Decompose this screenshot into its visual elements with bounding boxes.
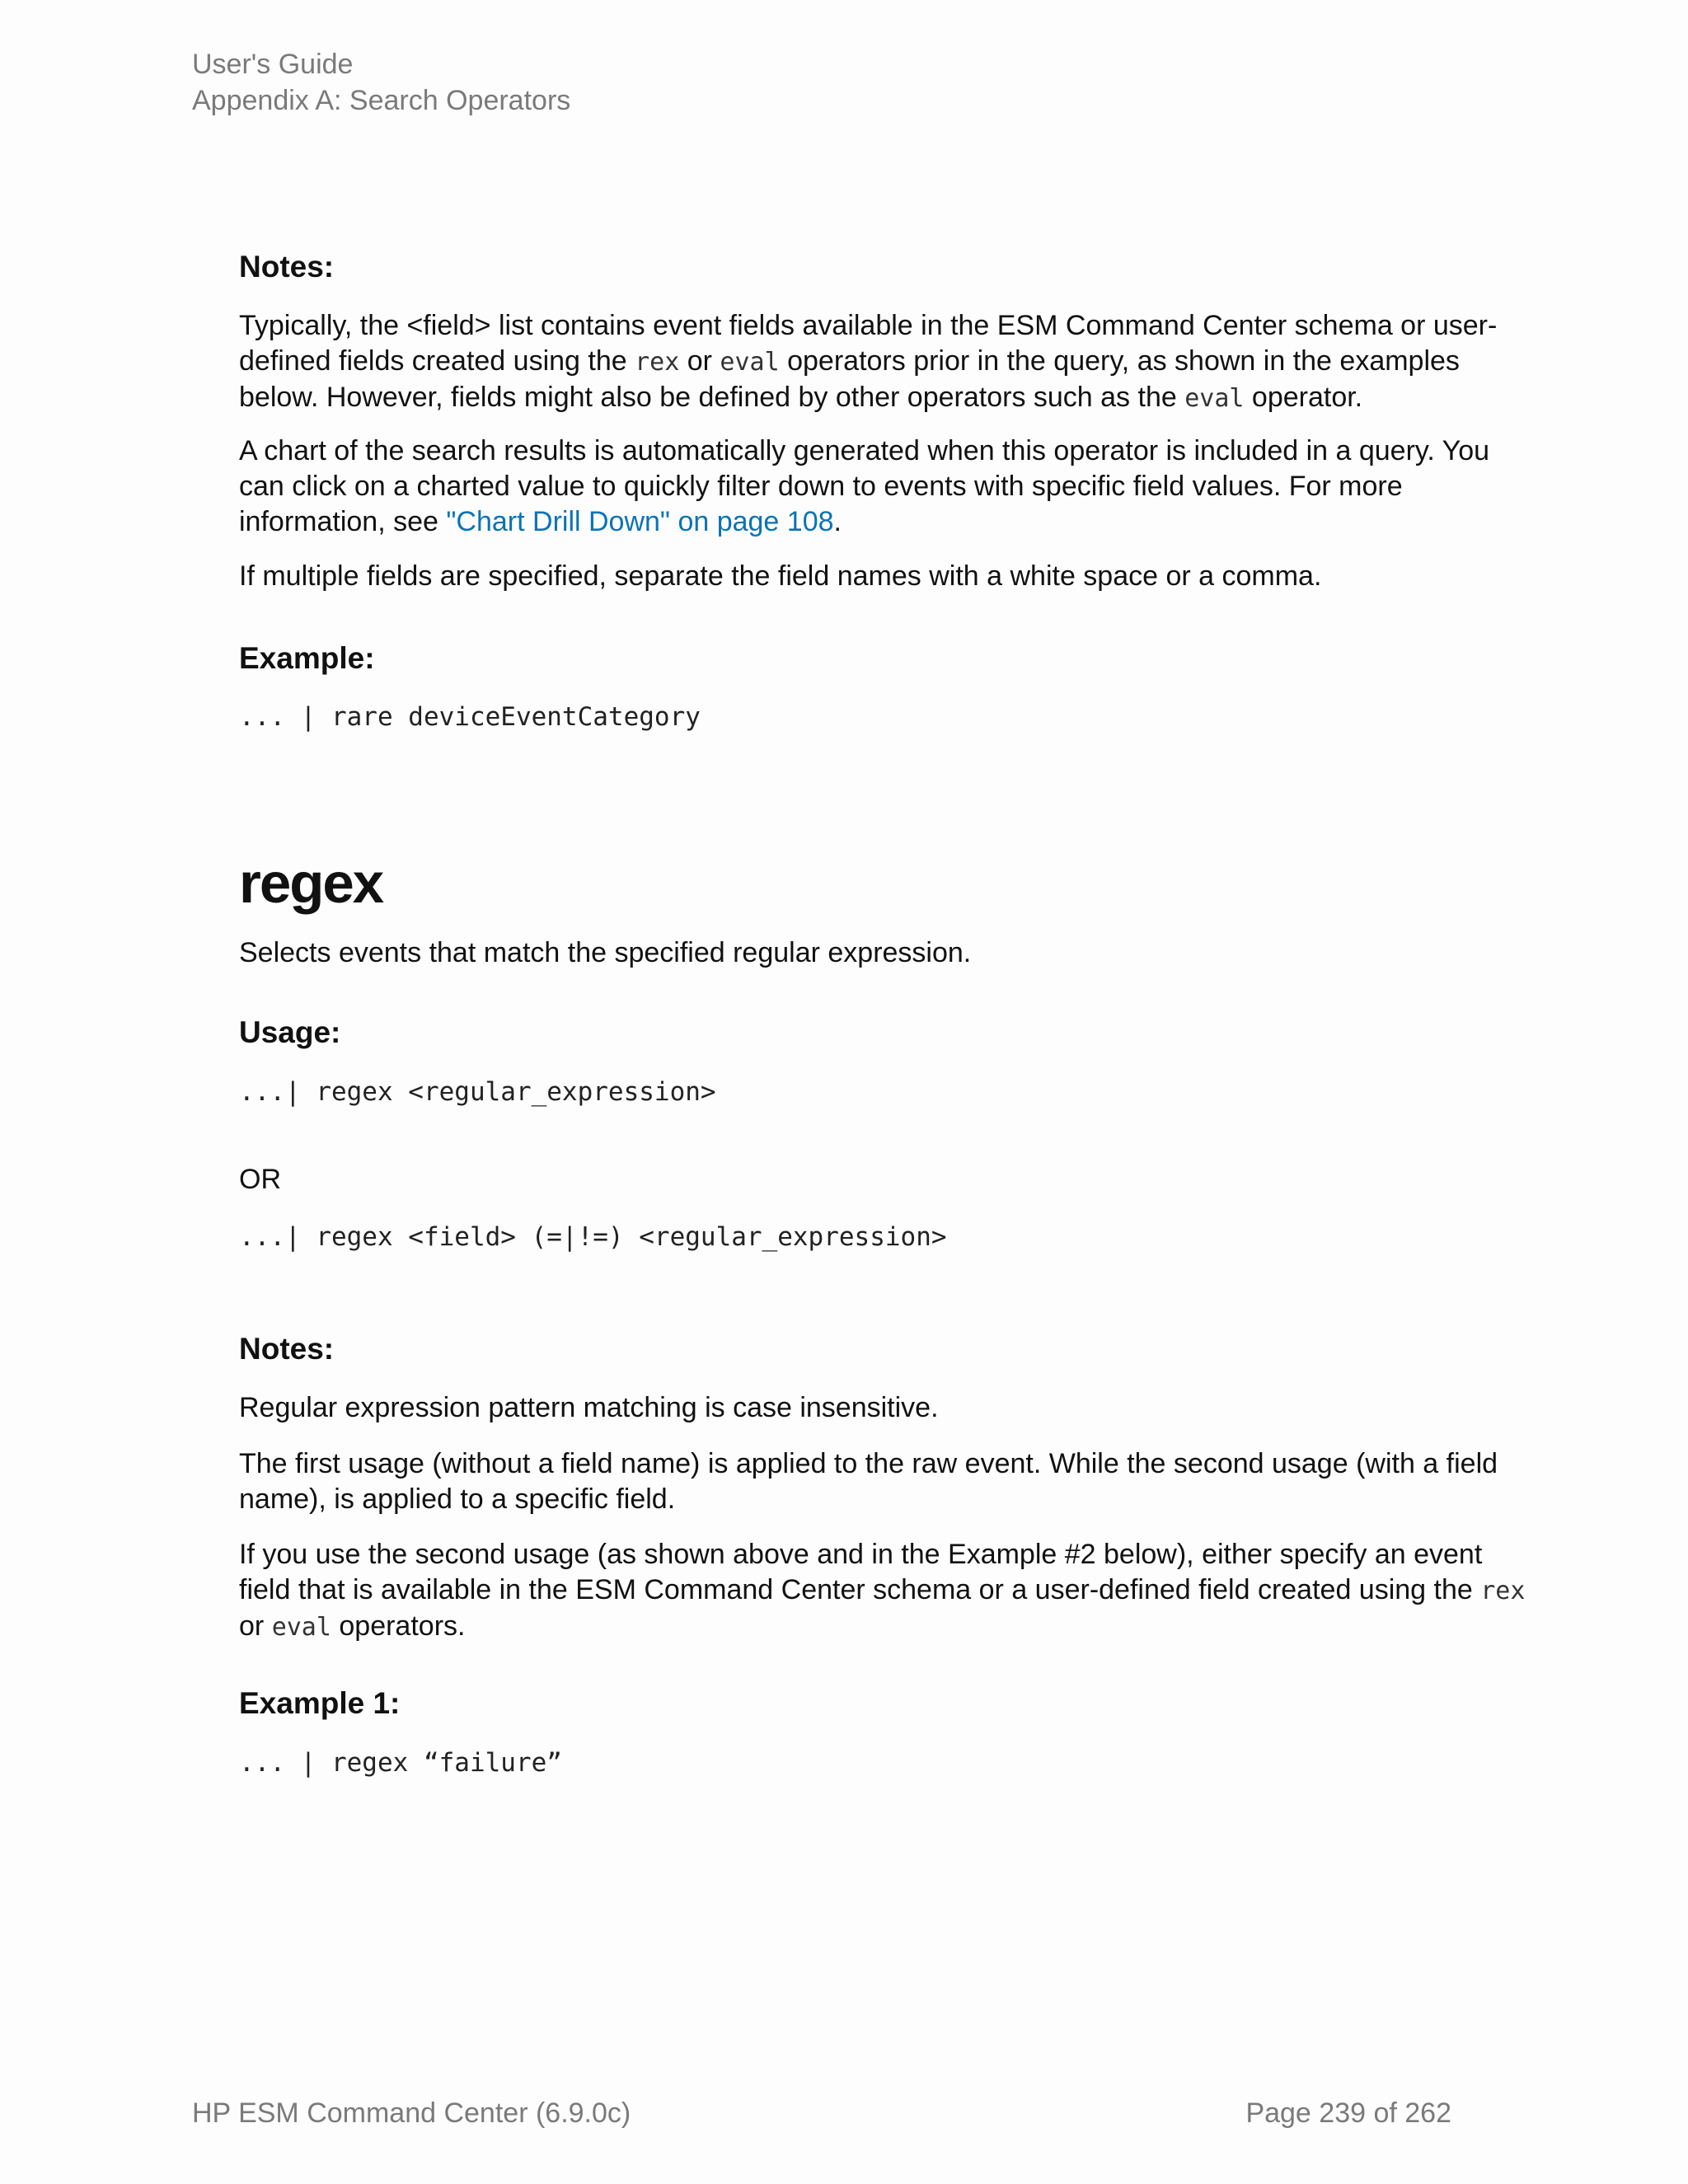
notes-paragraph-1: Typically, the <field> list contains event fields available in the ESM Command Center schema or user- defined fields created using the rex or eval operators prior in the query, as shown in the examples below. However, fields might also be defined by other operators such as the eval operator. xyxy=(239,310,1498,413)
footer-page-number: Page 239 of 262 xyxy=(1245,2097,1451,2129)
code-rex: rex xyxy=(1480,1577,1526,1605)
notes-paragraph-3: If multiple fields are specified, separate the field names with a white space or a comma. xyxy=(239,560,1322,592)
example-1-heading: Example 1: xyxy=(239,1686,401,1720)
code-eval: eval xyxy=(271,1613,331,1642)
notes-heading: Notes: xyxy=(239,250,335,284)
page-header xyxy=(192,46,570,119)
regex-note-1: Regular expression pattern matching is case insensitive. xyxy=(239,1392,939,1423)
example-1-code: ... | regex “failure” xyxy=(239,1748,562,1778)
or-label: OR xyxy=(239,1164,281,1195)
guide-title: User's Guide xyxy=(192,49,354,80)
appendix-title: Appendix A: Search Operators xyxy=(192,85,571,116)
code-eval: eval xyxy=(1184,384,1245,413)
example-heading: Example: xyxy=(239,641,375,675)
example-code: ... | rare deviceEventCategory xyxy=(239,702,701,732)
usage-code-2: ...| regex <field> (=|!=) <regular_expression> xyxy=(239,1222,947,1252)
usage-code-1: ...| regex <regular_expression> xyxy=(239,1077,716,1107)
chart-drill-down-link[interactable]: "Chart Drill Down" on page 108 xyxy=(446,506,834,537)
regex-note-3: If you use the second usage (as shown above and in the Example #2 below), either specify an event field that is available in the ESM Command Center schema or a user-defined field created using the rex or eval operators. xyxy=(239,1539,1526,1642)
notes-paragraph-2: A chart of the search results is automatically generated when this operator is included in a query. You can click on a charted value to quickly filter down to events with specific field values. For more information, see "Chart Drill Down" on page 108. xyxy=(239,435,1490,537)
footer-product: HP ESM Command Center (6.9.0c) xyxy=(192,2097,631,2129)
regex-description: Selects events that match the specified regular expression. xyxy=(239,937,972,968)
code-rex: rex xyxy=(635,348,680,377)
usage-heading: Usage: xyxy=(239,1015,341,1049)
notes-heading: Notes: xyxy=(239,1332,335,1366)
regex-note-2: The first usage (without a field name) is applied to the raw event. While the second usage (with a field name), is applied to a specific field. xyxy=(239,1448,1498,1515)
code-eval: eval xyxy=(720,348,780,377)
section-title-regex: regex xyxy=(239,851,383,915)
